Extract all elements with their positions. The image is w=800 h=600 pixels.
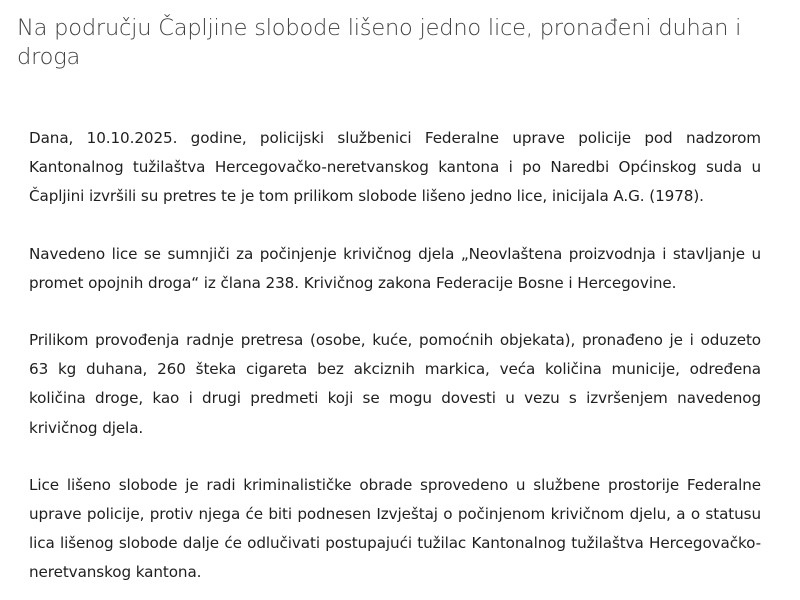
- article-body: [29, 124, 761, 600]
- article-paragraph-2: Navedeno lice se sumnjiči za počinjenje krivičnog djela „Neovlaštena proizvodnja i stavljanje u promet opojnih droga“ iz člana 238. Krivičnog zakona Federacije Bosne i Hercegovine.: [29, 244, 761, 292]
- article-paragraph-4: Lice lišeno slobode je radi kriminalističke obrade sprovedeno u službene prostorije Federalne uprave policije, protiv njega će biti podnesen Izvještaj o počinjenom krivičnom djelu, a o statusu lica lišenog slobode dalje će odlučivati postupajući tužilac Kantonalnog tužilaštva Hercegovačko-neretvanskog kantona.: [29, 475, 761, 582]
- article-title: Na području Čapljine slobode lišeno jedno lice, pronađeni duhan i droga: [17, 15, 742, 70]
- article-paragraph-3: Prilikom provođenja radnje pretresa (osobe, kuće, pomoćnih objekata), pronađeno je i oduzeto 63 kg duhana, 260 šteka cigareta bez akciznih markica, veća količina municije, određena količina droge, kao i drugi predmeti koji se mogu dovesti u vezu s izvršenjem navedenog krivičnog djela.: [29, 331, 761, 437]
- article-paragraph-1: Dana, 10.10.2025. godine, policijski službenici Federalne uprave policije pod nadzorom Kantonalnog tužilaštva Hercegovačko-neretvanskog kantona i po Naredbi Općinskog suda u Čapljini izvršili su pretres te je tom prilikom slobode lišeno jedno lice, inicijala A.G. (1978).: [29, 129, 761, 206]
